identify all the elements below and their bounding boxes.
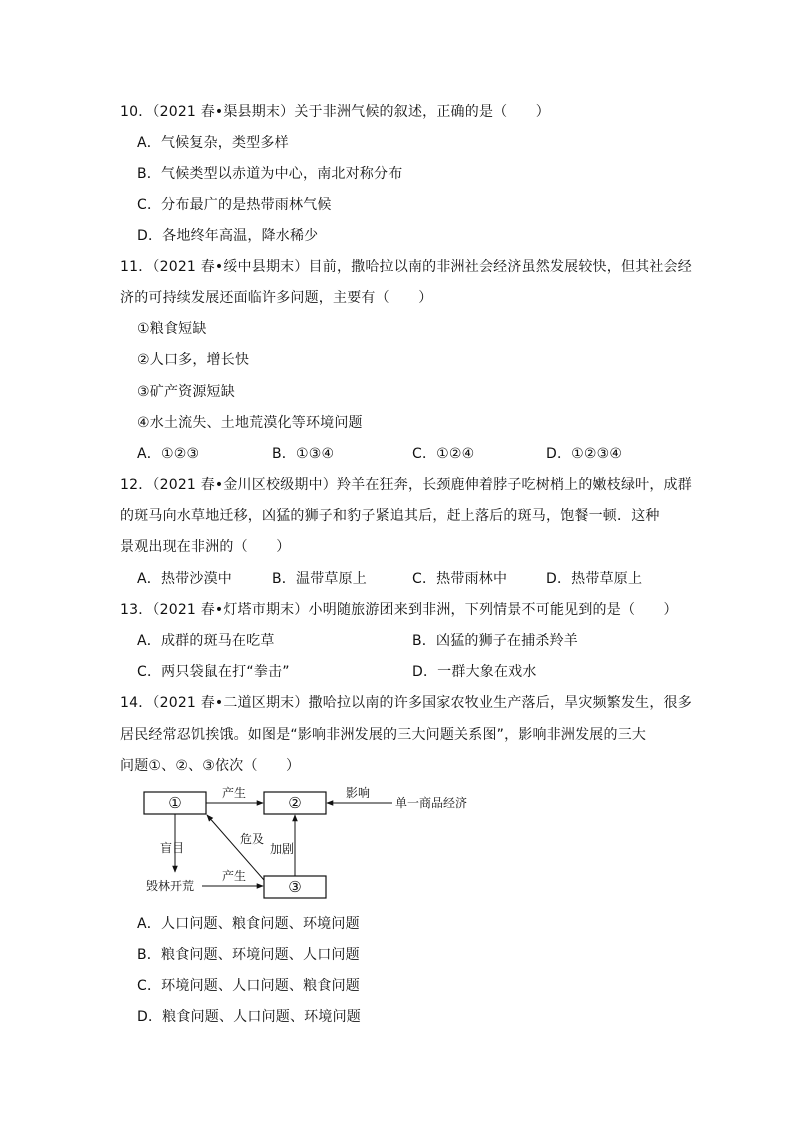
- q10-option-c: C．分布最广的是热带雨林气候: [137, 197, 332, 213]
- q10-stem: 10．（2021 春•渠县期末）关于非洲气候的叙述，正确的是（ ）: [120, 104, 550, 120]
- q11-item-2: ②人口多，增长快: [137, 352, 250, 368]
- q12-option-d: D．热带草原上: [546, 571, 643, 587]
- q14-option-b: B．粮食问题、环境问题、人口问题: [137, 947, 360, 963]
- q11-option-c: C．①②④: [412, 446, 475, 462]
- q12-stem-line-3: 景观出现在非洲的（ ）: [120, 539, 291, 555]
- q14-option-a: A．人口问题、粮食问题、环境问题: [137, 916, 360, 932]
- q11-item-4: ④水土流失、土地荒漠化等环境问题: [137, 415, 363, 431]
- label-single-commodity-economy: 单一商品经济: [395, 796, 468, 810]
- q11-item-3: ③矿产资源短缺: [137, 384, 235, 400]
- q14-stem-line-1: 14．（2021 春•二道区期末）撒哈拉以南的许多国家农牧业生产落后，旱灾频繁发生，很多: [120, 695, 692, 711]
- label-aggravate: 加剧: [269, 842, 295, 856]
- q11-option-d: D．①②③④: [546, 446, 623, 462]
- q12-option-a: A．热带沙漠中: [137, 571, 232, 587]
- q14-stem-line-2: 居民经常忍饥挨饿。如图是“影响非洲发展的三大问题关系图”，影响非洲发展的三大: [120, 727, 647, 743]
- label-produce-2: 产生: [221, 869, 247, 883]
- q11-stem-line-1: 11．（2021 春•绥中县期末）目前，撒哈拉以南的非洲社会经济虽然发展较快，但其社会经: [120, 259, 692, 275]
- q13-stem: 13．（2021 春•灯塔市期末）小明随旅游团来到非洲，下列情景不可能见到的是（ ）: [120, 602, 678, 618]
- q13-option-c: C．两只袋鼠在打“拳击”: [137, 664, 290, 680]
- q13-option-a: A．成群的斑马在吃草: [137, 633, 275, 649]
- q14-option-c: C．环境问题、人口问题、粮食问题: [137, 978, 360, 994]
- box-2-label: ②: [288, 794, 302, 812]
- q12-stem-line-2: 的斑马向水草地迁移，凶猛的狮子和豹子紧追其后，赶上落后的斑马，饱餐一顿．这种: [120, 508, 660, 524]
- q10-option-d: D．各地终年高温，降水稀少: [137, 228, 319, 244]
- q13-option-d: D．一群大象在戏水: [412, 664, 537, 680]
- problem-relationship-diagram: [130, 780, 490, 905]
- q11-option-a: A．①②③: [137, 446, 200, 462]
- label-produce-1: 产生: [221, 786, 247, 800]
- label-danger: 危及: [240, 832, 265, 846]
- q14-stem-line-3: 问题①、②、③依次（ ）: [120, 758, 301, 774]
- label-influence: 影响: [345, 786, 371, 800]
- q12-option-c: C．热带雨林中: [412, 571, 508, 587]
- q11-stem-line-2: 济的可持续发展还面临许多问题，主要有（ ）: [120, 290, 433, 306]
- label-deforestation: 毁林开荒: [146, 879, 195, 893]
- q12-option-b: B．温带草原上: [272, 571, 368, 587]
- q14-option-d: D．粮食问题、人口问题、环境问题: [137, 1009, 361, 1025]
- q10-option-b: B．气候类型以赤道为中心，南北对称分布: [137, 166, 403, 182]
- box-1-label: ①: [168, 794, 182, 812]
- label-blind: 盲目: [160, 841, 185, 855]
- q12-stem-line-1: 12．（2021 春•金川区校级期中）羚羊在狂奔，长颈鹿伸着脖子吃树梢上的嫩枝绿叶，成群: [120, 477, 692, 493]
- q11-option-b: B．①③④: [272, 446, 335, 462]
- q13-option-b: B．凶猛的狮子在捕杀羚羊: [412, 633, 579, 649]
- q11-item-1: ①粮食短缺: [137, 321, 207, 337]
- box-3-label: ③: [288, 878, 302, 896]
- q10-option-a: A．气候复杂，类型多样: [137, 135, 289, 151]
